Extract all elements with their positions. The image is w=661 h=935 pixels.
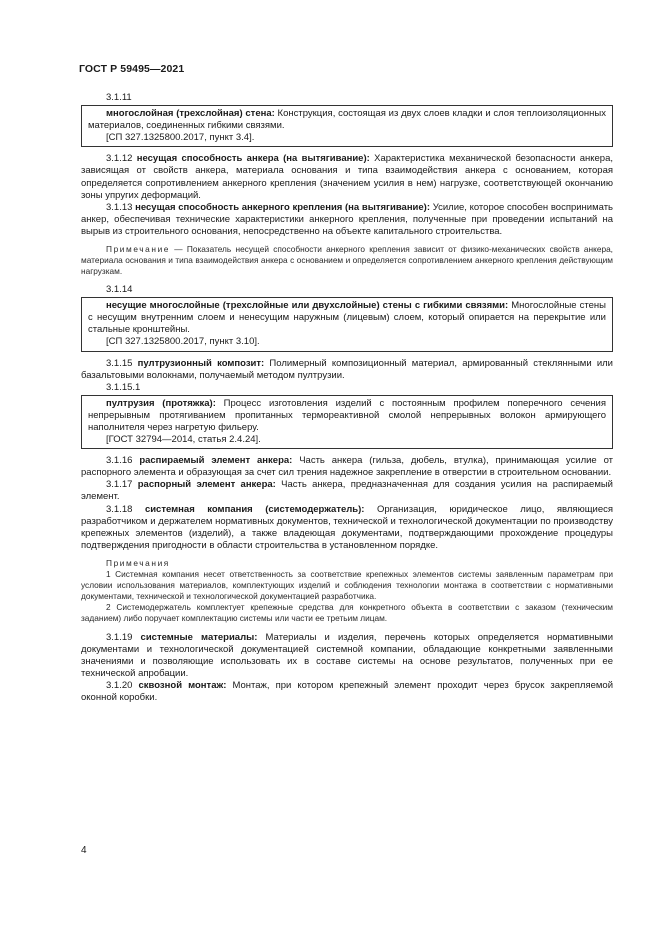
definition-3-1-20: Монтаж, при котором крепежный элемент проходит через брусок закрепляемой оконной коробки. [81, 680, 614, 704]
term-number-3-1-13: 3.1.13 [106, 201, 133, 213]
reference-3-1-14: [СП 327.1325800.2017, пункт 3.10]. [106, 336, 260, 348]
paragraph-3-1-19 [81, 632, 613, 680]
definition-3-1-17: Часть анкера, предназначенная для создания усилия на распираемый элемент. [81, 479, 613, 503]
definition-3-1-14: Многослойные стены с несущим внутренним слоем и ненесущим наружным (лицевым) слоем, который опирается на перекрытие или стальные кронштейны. [88, 300, 606, 336]
term-number-3-1-14: 3.1.14 [106, 284, 133, 296]
note-item-1: 1 Системная компания несет ответственность за соответствие крепежных элементов системы заявленным параметрам при условии использования материалов, комплектующих изделий и соблюдения технологии монтажа в соответствии с нормативными документами, технической и технологической документацией разработчика. [81, 568, 613, 601]
document-body [81, 92, 613, 704]
term-number-3-1-20: 3.1.20 [106, 680, 133, 692]
term-number-3-1-16: 3.1.16 [106, 455, 133, 467]
note-3-1-13 [81, 244, 613, 277]
term-3-1-20: сквозной монтаж: [138, 680, 227, 692]
term-number-3-1-15: 3.1.15 [106, 357, 133, 369]
definition-3-1-11: Конструкция, состоящая из двух слоев кладки и слоя теплоизоляционных материалов, соединенных гибкими связями. [88, 108, 606, 132]
term-3-1-16: распираемый элемент анкера: [139, 455, 293, 467]
definition-3-1-13: Усилие, которое способен воспринимать анкер, обеспечивая технические характеристики анкерного крепления, полученные при проведении испытаний на вырыв из строительного основания, непосредственно на объекте капитального строительства. [81, 201, 614, 237]
note-item-2: 2 Системодержатель комплектует крепежные средства для конкретного объекта в соответствии с заказом (техническим заданием) либо поручает комплектацию системы или части ее третьим лицам. [81, 601, 613, 623]
note-label: Примечание [106, 244, 171, 255]
reference-3-1-15-1: [ГОСТ 32794—2014, статья 2.4.24]. [106, 434, 261, 446]
term-number-3-1-18: 3.1.18 [106, 503, 133, 515]
term-number-3-1-12: 3.1.12 [106, 153, 133, 165]
term-3-1-17: распорный элемент анкера: [137, 479, 276, 491]
term-box-3-1-15-1 [81, 395, 613, 449]
term-box-3-1-11 [81, 105, 613, 147]
definition-3-1-16: Часть анкера (гильза, дюбель, втулка), принимающая усилие от распорного элемента и образующая за счет сил трения надежное закрепление в отверстии в строительном основании. [81, 455, 614, 479]
paragraph-3-1-12 [81, 153, 613, 201]
definition-3-1-19: Материалы и изделия, перечень которых определяется нормативными документами и технологической документацией системной компании, обладающие конкретными заявленными значениями и позволяющие использовать их в составе системы на основе результатов, полученных при ее технической апробации. [81, 631, 613, 680]
paragraph-3-1-16 [81, 455, 613, 479]
note-text: — Показатель несущей способности анкерного крепления зависит от физико-механических свойств анкера, материала основания и типа взаимодействия анкера с основанием и определяется сопротивлением анкерного крепления действующим нагрузкам. [81, 244, 613, 277]
term-3-1-11: многослойная (трехслойная) стена: [106, 108, 275, 120]
paragraph-3-1-15 [81, 358, 613, 382]
paragraph-3-1-18 [81, 504, 613, 552]
definition-3-1-15-1: Процесс изготовления изделий с постоянным профилем поперечного сечения непрерывным протягиванием пропитанных термореактивной смолой непрерывных волокон армирующего наполнителя через нагретую фильеру. [88, 397, 606, 433]
notes-label: Примечания [106, 557, 170, 568]
term-3-1-14: несущие многослойные (трехслойные или двухслойные) стены с гибкими связями: [106, 300, 509, 312]
term-number-3-1-19: 3.1.19 [106, 631, 133, 643]
term-3-1-19: системные материалы: [140, 631, 258, 643]
term-3-1-15-1: пултрузия (протяжка): [106, 397, 216, 409]
document-header: ГОСТ Р 59495—2021 [79, 63, 185, 75]
term-3-1-18: системная компания (системодержатель): [144, 503, 365, 515]
term-number-3-1-15-1: 3.1.15.1 [106, 381, 141, 393]
definition-3-1-15: Полимерный композиционный материал, армированный стеклянными или базальтовыми волокнами, получаемый методом пултрузии. [81, 357, 613, 381]
term-number-3-1-17: 3.1.17 [106, 479, 133, 491]
paragraph-3-1-17 [81, 479, 613, 503]
paragraph-3-1-13 [81, 202, 613, 238]
definition-3-1-12: Характеристика механической безопасности анкера, зависящая от свойств анкера, материала основания и типа взаимодействия анкера с основанием, которая определяется сопротивлением анкерного крепления (значением усилия в нем) нагрузке, соответствующей окончанию зоны упругих деформаций. [81, 153, 613, 201]
term-3-1-13: несущая способность анкерного крепления (на вытягивание): [135, 201, 431, 213]
notes-3-1-18 [81, 558, 613, 624]
term-3-1-12: несущая способность анкера (на вытягивание): [136, 153, 370, 165]
term-3-1-15: пултрузионный композит: [137, 357, 265, 369]
paragraph-3-1-20 [81, 680, 613, 704]
page-number: 4 [81, 845, 87, 856]
term-box-3-1-14 [81, 297, 613, 351]
term-number-3-1-11: 3.1.11 [106, 92, 132, 103]
definition-3-1-18: Организация, юридическое лицо, являющиеся разработчиком и держателем нормативных документов, технической и технологической документации по производству крепежных элементов (изделий), а также владеющая документами, подтверждающими прохождение процедуры подтверждения пригодности в области строительства в установленном порядке. [81, 503, 613, 551]
reference-3-1-11: [СП 327.1325800.2017, пункт 3.4]. [106, 132, 255, 144]
